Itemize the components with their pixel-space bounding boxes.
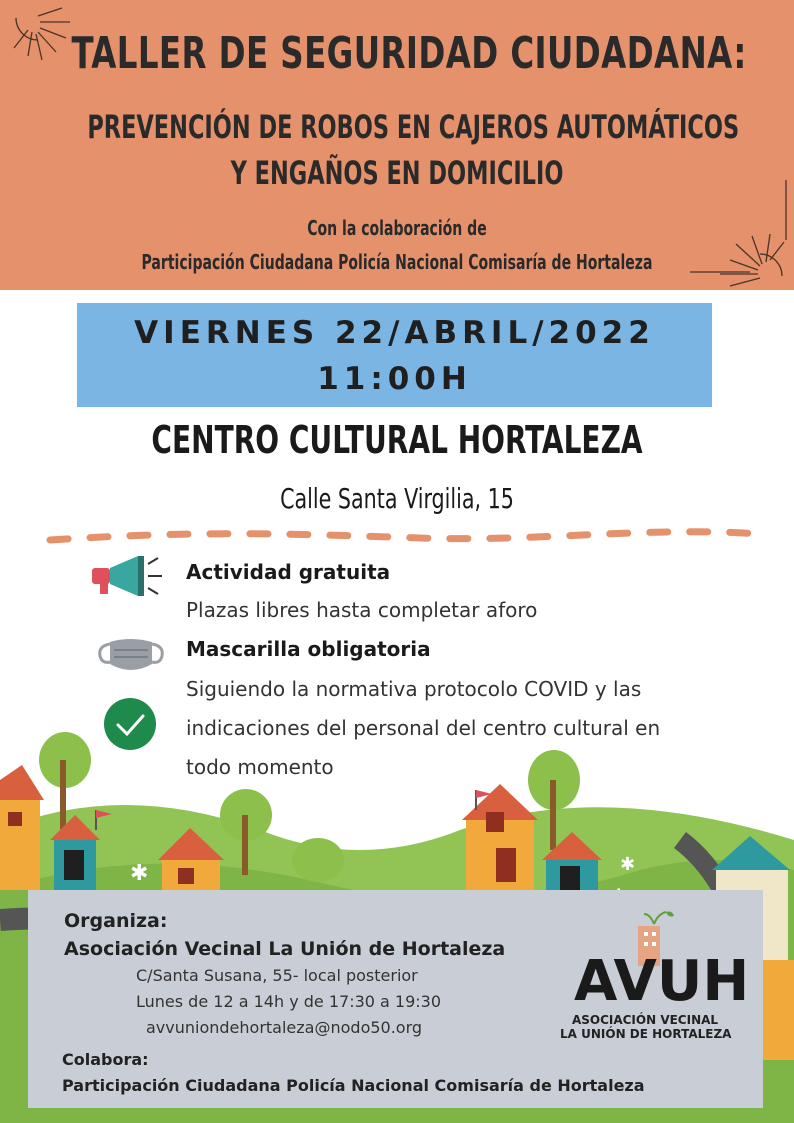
colabora-label: Colabora: xyxy=(62,1050,149,1069)
date-box xyxy=(77,303,712,407)
logo-line-1: ASOCIACIÓN VECINAL xyxy=(571,1013,719,1027)
collab-intro: Con la colaboración de xyxy=(307,216,487,240)
svg-text:✱: ✱ xyxy=(620,854,636,875)
organizer-email[interactable]: avvuniondehortaleza@nodo50.org xyxy=(146,1018,423,1037)
venue-name: CENTRO CULTURAL HORTALEZA xyxy=(151,418,643,462)
logo-mark: AVUH xyxy=(574,949,750,1014)
avuh-logo-icon xyxy=(570,908,750,1014)
dashed-divider xyxy=(0,520,794,550)
collab-partner: Participación Ciudadana Policía Nacional Comisaría de Hortaleza xyxy=(141,250,653,274)
organiza-label: Organiza: xyxy=(64,910,168,932)
free-activity-title: Actividad gratuita xyxy=(186,560,391,584)
page-title: TALLER DE SEGURIDAD CIUDADANA: xyxy=(71,28,747,79)
event-time: 11:00H xyxy=(317,361,472,397)
collaborator-name: Participación Ciudadana Policía Nacional Comisaría de Hortaleza xyxy=(62,1076,645,1095)
organizer-name: Asociación Vecinal La Unión de Hortaleza xyxy=(64,938,506,960)
header-banner xyxy=(0,0,794,290)
event-date: VIERNES 22/ABRIL/2022 xyxy=(134,315,655,351)
covid-text-line-1: Siguiendo la normativa protocolo COVID y las xyxy=(186,677,642,701)
subtitle-line-2: Y ENGAÑOS EN DOMICILIO xyxy=(230,154,564,192)
organizer-hours: Lunes de 12 a 14h y de 17:30 a 19:30 xyxy=(136,992,442,1011)
face-mask-icon xyxy=(96,636,166,676)
covid-text-line-3: todo momento xyxy=(186,755,334,779)
organizer-address: C/Santa Susana, 55- local posterior xyxy=(136,966,418,985)
free-activity-text: Plazas libres hasta completar aforo xyxy=(186,598,538,622)
mask-required-title: Mascarilla obligatoria xyxy=(186,637,431,661)
subtitle-line-1: PREVENCIÓN DE ROBOS EN CAJEROS AUTOMÁTICOS xyxy=(87,108,740,146)
sunburst-decoration-icon xyxy=(8,4,78,74)
covid-text-line-2: indicaciones del personal del centro cultural en xyxy=(186,716,661,740)
svg-text:✱: ✱ xyxy=(130,861,149,886)
logo-line-2: LA UNIÓN DE HORTALEZA xyxy=(560,1027,732,1041)
venue-address: Calle Santa Virgilia, 15 xyxy=(280,482,514,515)
megaphone-icon xyxy=(88,552,168,602)
